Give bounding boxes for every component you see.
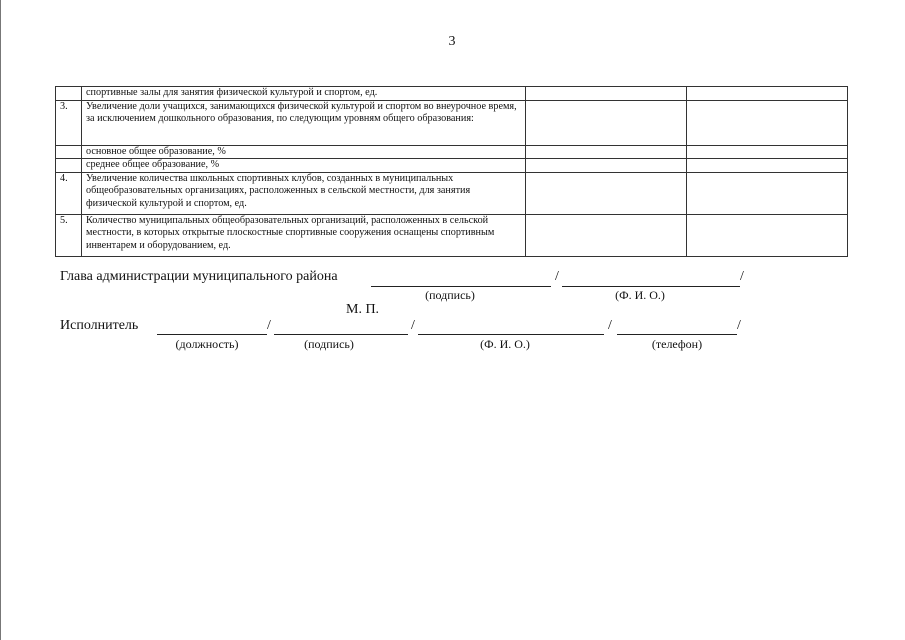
slash: / [411,318,415,333]
signature-blank[interactable] [371,286,551,287]
value-cell [687,172,848,214]
caption-signature: (подпись) [425,288,475,302]
row-text: Количество муниципальных общеобразовательных организаций, расположенных в сельской местности, в которых открытые плоскостные спортивные сооружения оснащены спортивным инвентарем и оборудованием, ед. [82,214,526,256]
value-cell [526,100,687,145]
slash: / [267,318,271,333]
row-text: Увеличение количества школьных спортивных клубов, созданных в муниципальных общеобразовательных организациях, расположенных в сельской местности, для занятия физической культурой и спортом, ед. [82,172,526,214]
value-cell [526,87,687,101]
row-number: 3. [56,100,82,145]
head-label: Глава администрации муниципального района [60,269,338,284]
page-edge [0,0,1,640]
value-cell [687,159,848,173]
value-cell [526,214,687,256]
stamp-label: М. П. [346,302,380,317]
slash: / [737,318,741,333]
value-cell [526,172,687,214]
row-number: 5. [56,214,82,256]
row-number [56,159,82,173]
phone-blank[interactable] [617,334,737,335]
value-cell [687,214,848,256]
row-text: среднее общее образование, % [82,159,526,173]
caption-phone: (телефон) [651,337,703,351]
table-row [56,159,848,173]
executor-label: Исполнитель [60,318,139,333]
table-row [56,100,848,145]
caption-fio-2: (Ф. И. О.) [480,337,530,351]
row-text: спортивные залы для занятия физической культурой и спортом, ед. [82,87,526,101]
value-cell [526,145,687,159]
value-cell [687,145,848,159]
caption-position: (должность) [175,337,239,351]
value-cell [687,87,848,101]
value-cell [687,100,848,145]
table-row [56,214,848,256]
row-number [56,145,82,159]
value-cell [526,159,687,173]
page-number: 3 [448,34,456,49]
slash: / [740,269,744,284]
signature-blank-2[interactable] [274,334,408,335]
caption-signature-2: (подпись) [304,337,354,351]
slash: / [608,318,612,333]
table-row [56,145,848,159]
fio-blank-2[interactable] [418,334,604,335]
indicators-table [55,86,848,257]
row-number: 4. [56,172,82,214]
row-number [56,87,82,101]
slash: / [555,269,559,284]
row-text: Увеличение доли учащихся, занимающихся физической культурой и спортом во внеурочное время, за исключением дошкольного образования, по следующим уровням общего образования: [82,100,526,145]
position-blank[interactable] [157,334,267,335]
caption-fio: (Ф. И. О.) [615,288,665,302]
table-row [56,172,848,214]
row-text: основное общее образование, % [82,145,526,159]
table-row [56,87,848,101]
fio-blank[interactable] [562,286,740,287]
